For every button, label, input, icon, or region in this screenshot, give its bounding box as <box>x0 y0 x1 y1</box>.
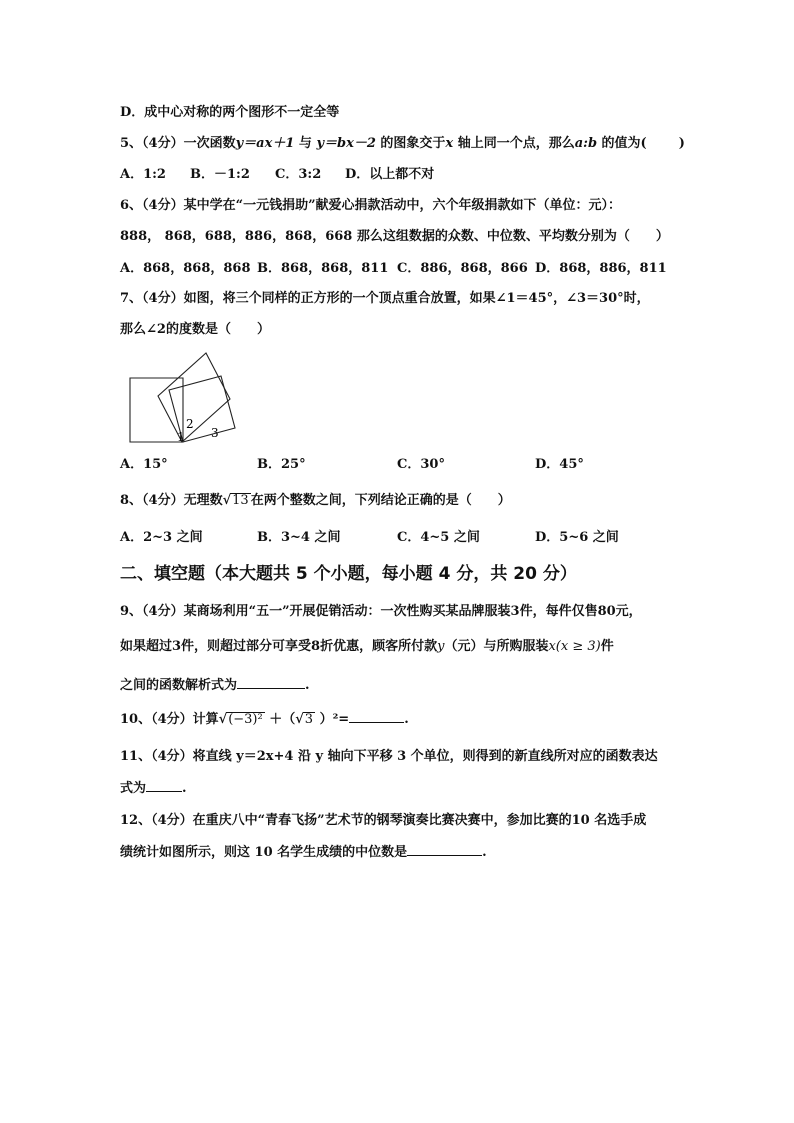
q6-stem-line1: 6、（4分）某中学在“一元钱捐助”献爱心捐款活动中，六个年级捐款如下（单位：元）： <box>120 198 622 213</box>
q10-answer-blank[interactable] <box>349 710 404 723</box>
q6-option-a: A．868，868，868 <box>120 261 251 276</box>
q12-end: . <box>482 845 487 860</box>
q9-line2b: （元）与所购服装 <box>444 639 549 654</box>
q8-option-a: A．2~3 之间 <box>120 530 203 545</box>
square-2 <box>158 353 230 442</box>
q10-prefix: 10、（4分）计算 <box>120 712 219 727</box>
three-squares-figure <box>125 350 265 446</box>
q7-stem-line1: 7、（4分）如图，将三个同样的正方形的一个顶点重合放置，如果∠1＝45°，∠3＝30°时， <box>120 291 650 306</box>
q9-answer-blank[interactable] <box>237 676 305 689</box>
q9-stem-line1: 9、（4分）某商场利用“五一”开展促销活动：一次性购买某品牌服装3件，每件仅售80元， <box>120 604 642 619</box>
q7-option-b: B．25° <box>257 457 306 472</box>
q5-func2: y＝bx－2 <box>316 136 376 151</box>
q8-option-d: D．5~6 之间 <box>535 530 619 545</box>
q5-option-b: B．－1:2 <box>190 167 250 182</box>
q9-line3: 之间的函数解析式为 <box>120 678 238 693</box>
q5-option-d: D．以上都不对 <box>345 167 435 182</box>
q12-line2: 绩统计如图所示，则这 10 名学生成绩的中位数是 <box>120 845 408 860</box>
q10-radicand-2: 3 <box>304 712 314 727</box>
q8-prefix: 8、（4分）无理数 <box>120 493 223 508</box>
q5-option-c: C．3:2 <box>275 167 322 182</box>
q10-radicand: (−3)² <box>228 712 263 727</box>
angle-label-3: 3 <box>211 426 219 440</box>
q5-end: 的值为( <box>597 136 647 151</box>
q12-answer-blank[interactable] <box>407 843 482 856</box>
q8-radicand: 13 <box>232 493 249 508</box>
q7-option-c: C．30° <box>397 457 445 472</box>
angle-label-2: 2 <box>186 417 194 431</box>
sqrt-sign: √ <box>295 712 304 727</box>
q9-line2a: 如果超过3件，则超过部分可享受8折优惠，顾客所付款 <box>120 639 438 654</box>
q5-close: ) <box>678 136 685 151</box>
q7-stem-line2: 那么∠2的度数是（ ） <box>120 322 270 337</box>
q10-mid: ＋（ <box>264 712 296 727</box>
angle-label-1: 1 <box>177 430 185 444</box>
q5-stem <box>120 135 685 153</box>
q11-line2: 式为 <box>120 781 147 796</box>
q11-answer-blank[interactable] <box>146 779 182 792</box>
q6-option-d: D．868，886，811 <box>535 261 667 276</box>
q5-x: x <box>445 136 454 151</box>
q6-option-b: B．868，868，811 <box>257 261 389 276</box>
q10-stem <box>120 710 409 729</box>
q11-end: . <box>182 781 187 796</box>
q8-option-c: C．4~5 之间 <box>397 530 480 545</box>
q10-end: . <box>404 712 409 727</box>
q5-tail: 轴上同一个点，那么 <box>453 136 575 151</box>
q9-stem-line3 <box>120 676 310 695</box>
q8-stem <box>120 492 511 510</box>
square-1 <box>130 378 183 442</box>
q9-var-y: y <box>437 639 445 654</box>
q4-option-d: D．成中心对称的两个图形不一定全等 <box>120 105 340 120</box>
q5-prefix: 5、（4分）一次函数 <box>120 136 236 151</box>
q6-option-c: C．886，868，866 <box>397 261 528 276</box>
q12-stem-line2 <box>120 843 487 862</box>
sqrt-sign: √ <box>218 712 228 727</box>
q8-option-b: B．3~4 之间 <box>257 530 341 545</box>
q8-suffix: 在两个整数之间，下列结论正确的是（ ） <box>250 493 511 508</box>
q5-func1: y＝ax＋1 <box>235 136 295 151</box>
q9-line2c: 件 <box>600 639 614 654</box>
q11-stem-line1: 11、（4分）将直线 y＝2x+4 沿 y 轴向下平移 3 个单位，则得到的新直线所对应的函数表达 <box>120 749 658 764</box>
q5-option-a: A．1:2 <box>120 167 166 182</box>
section-2-heading: 二、填空题（本大题共 5 个小题，每小题 4 分，共 20 分） <box>120 564 577 584</box>
q9-var-x: x(x ≥ 3) <box>548 639 601 654</box>
q7-option-d: D．45° <box>535 457 584 472</box>
q7-option-a: A．15° <box>120 457 168 472</box>
q10-tail: ）²= <box>315 712 350 727</box>
sqrt-sign: √ <box>222 493 232 508</box>
q5-suffix: 的图象交于 <box>375 136 446 151</box>
q9-stem-line2 <box>120 638 614 656</box>
q5-ratio: a:b <box>574 136 598 151</box>
q11-stem-line2 <box>120 779 187 798</box>
q5-mid: 与 <box>294 136 317 151</box>
q6-stem-line2: 888， 868，688，886，868，668 那么这组数据的众数、中位数、平均数分别为（ ） <box>120 229 669 244</box>
q9-end: . <box>305 678 310 693</box>
q12-stem-line1: 12、（4分）在重庆八中“青春飞扬”艺术节的钢琴演奏比赛决赛中，参加比赛的10 名选手成 <box>120 813 647 828</box>
